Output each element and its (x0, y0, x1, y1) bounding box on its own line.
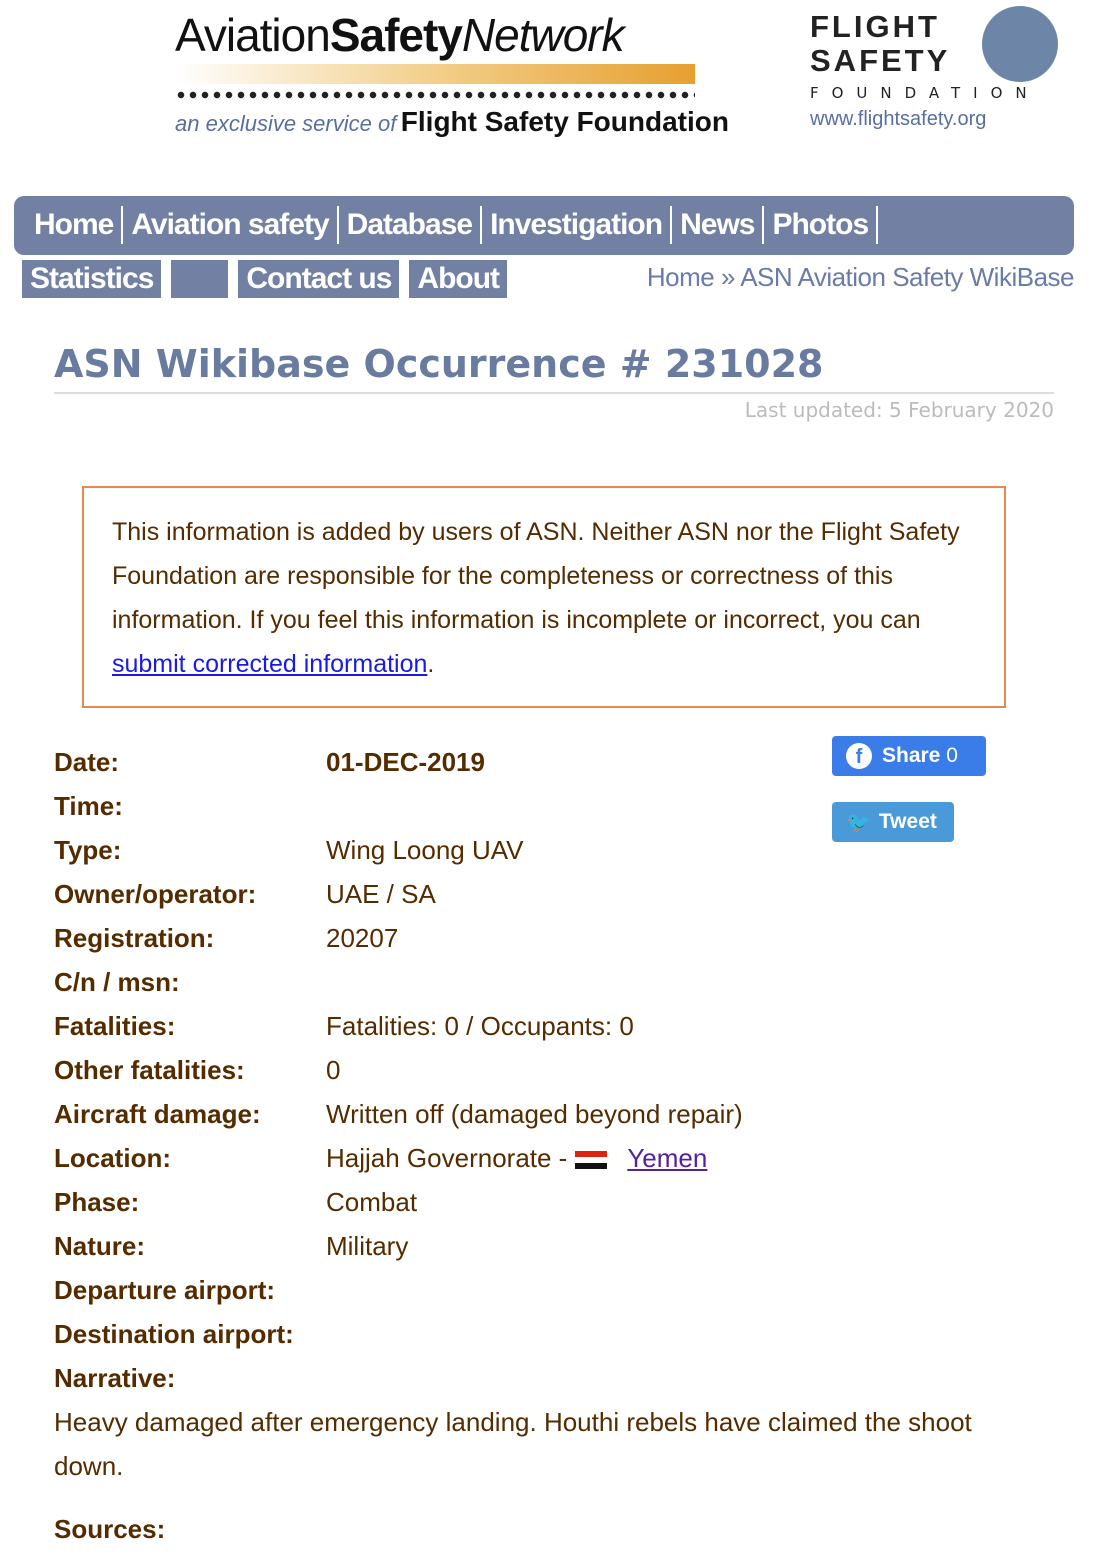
detail-row (54, 872, 1114, 916)
logo-sub: an exclusive service of (175, 111, 397, 136)
share-label: Share (882, 744, 941, 767)
breadcrumb-current[interactable]: ASN Aviation Safety WikiBase (740, 262, 1074, 292)
detail-row (54, 1180, 1114, 1224)
detail-row (54, 1136, 1114, 1180)
fsf-url: www.flightsafety.org (810, 108, 987, 130)
details-section (0, 740, 1114, 1400)
notice-end: . (427, 650, 435, 678)
detail-value: 20207 (326, 923, 399, 953)
detail-row (54, 1004, 1114, 1048)
nav-statistics[interactable]: Statistics (22, 260, 161, 298)
detail-value: Military (326, 1231, 409, 1261)
nav-investigation[interactable]: Investigation (482, 206, 672, 244)
detail-label: Owner/operator: (54, 879, 257, 909)
detail-row (54, 916, 1114, 960)
logo-word: Safety (329, 9, 462, 61)
breadcrumb (647, 262, 1074, 293)
breadcrumb-sep: » (720, 262, 735, 292)
nav-home[interactable]: Home (26, 206, 123, 244)
notice-text: This information is added by users of ASN. Neither ASN nor the Flight Safety Foundation are responsible for the completeness or correctness of this information. If you feel this information is incomplete or incorrect, you can (112, 518, 960, 634)
detail-label: Date: (54, 747, 120, 777)
country-link[interactable]: Yemen (627, 1143, 708, 1173)
logo-gradient-bar (175, 64, 695, 84)
detail-label: Fatalities: (54, 1011, 176, 1041)
nav-blank[interactable] (171, 260, 228, 298)
main-nav (14, 196, 1074, 255)
detail-value: 01-DEC-2019 (326, 747, 485, 777)
detail-row (54, 784, 1114, 828)
sources-label: Sources: (54, 1514, 166, 1544)
disclaimer-notice (82, 486, 1006, 708)
fsf-logo[interactable] (810, 10, 1070, 131)
detail-row (54, 1312, 1114, 1356)
detail-row (54, 1224, 1114, 1268)
yemen-flag-icon (575, 1151, 607, 1169)
narrative-text: Heavy damaged after emergency landing. Houthi rebels have claimed the shoot down. (54, 1407, 972, 1481)
fsf-line3: FOUNDATION (810, 84, 1040, 102)
nav-aviation-safety[interactable]: Aviation safety (123, 206, 338, 244)
fsf-line2: SAFETY (810, 43, 951, 78)
detail-row (54, 1092, 1114, 1136)
detail-label: Type: (54, 835, 122, 865)
occurrence-details (54, 740, 1114, 1400)
nav-contact-us[interactable]: Contact us (238, 260, 399, 298)
tweet-label: Tweet (878, 810, 937, 833)
detail-row (54, 1356, 1114, 1400)
detail-value: Wing Loong UAV (326, 835, 524, 865)
facebook-icon: f (846, 743, 872, 769)
detail-label: Time: (54, 791, 123, 821)
detail-row (54, 828, 1114, 872)
detail-label: Aircraft damage: (54, 1099, 261, 1129)
logo-sub-bold: Flight Safety Foundation (400, 106, 729, 137)
tweet-button[interactable] (832, 802, 954, 842)
detail-label: Departure airport: (54, 1275, 276, 1305)
nav-about[interactable]: About (409, 260, 507, 298)
detail-row (54, 1048, 1114, 1092)
detail-value: UAE / SA (326, 879, 436, 909)
share-count: 0 (946, 744, 958, 767)
logo-dots (175, 90, 695, 100)
detail-value: 0 (326, 1055, 341, 1085)
detail-value: Hajjah Governorate - (326, 1143, 568, 1173)
logo-word: Network (461, 9, 624, 61)
asn-logo[interactable] (175, 8, 729, 138)
detail-label: Nature: (54, 1231, 146, 1261)
nav-news[interactable]: News (672, 206, 764, 244)
last-updated: Last updated: 5 February 2020 (744, 398, 1054, 422)
detail-label: Registration: (54, 923, 215, 953)
facebook-share-button[interactable] (832, 736, 986, 776)
detail-row (54, 960, 1114, 1004)
nav-row2 (22, 260, 507, 298)
breadcrumb-home[interactable]: Home (646, 262, 715, 292)
detail-label: Phase: (54, 1187, 140, 1217)
detail-value: Combat (326, 1187, 418, 1217)
fsf-line1: FLIGHT (810, 9, 940, 44)
submit-correction-link[interactable]: submit corrected information (112, 650, 428, 678)
page-title: ASN Wikibase Occurrence # 231028 (54, 342, 1054, 394)
detail-value: Written off (damaged beyond repair) (326, 1099, 743, 1129)
content (0, 486, 1114, 1545)
detail-label: Narrative: (54, 1363, 176, 1393)
detail-label: C/n / msn: (54, 967, 180, 997)
detail-label: Location: (54, 1143, 171, 1173)
nav-database[interactable]: Database (339, 206, 482, 244)
detail-row (54, 1268, 1114, 1312)
detail-label: Other fatalities: (54, 1055, 245, 1085)
detail-value: Fatalities: 0 / Occupants: 0 (326, 1011, 634, 1041)
twitter-bird-icon: 🐦 (846, 811, 871, 834)
detail-label: Destination airport: (54, 1319, 294, 1349)
logo-word: Aviation (175, 9, 330, 61)
nav-photos[interactable]: Photos (764, 206, 878, 244)
